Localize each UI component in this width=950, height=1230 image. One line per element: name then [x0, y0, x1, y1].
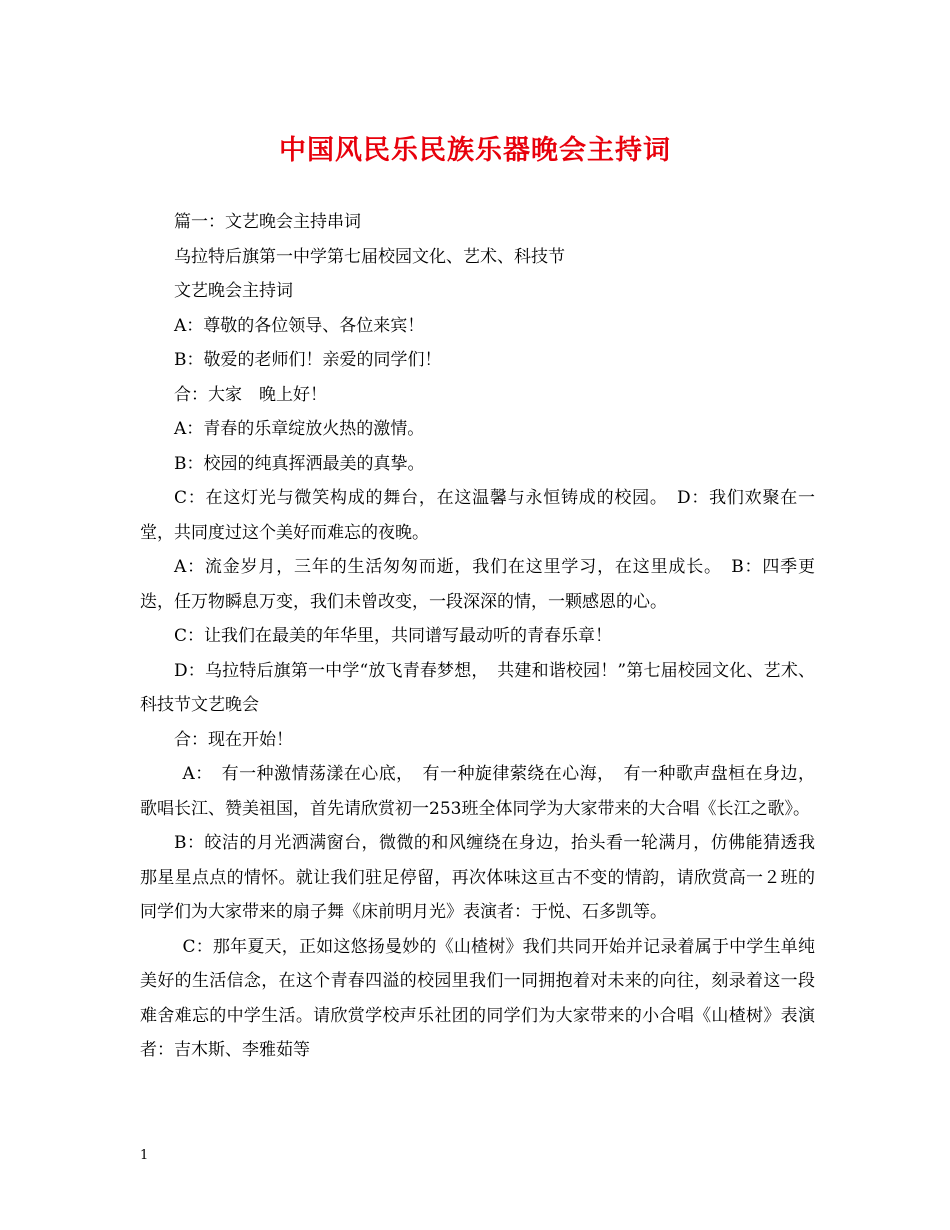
paragraph: B：校园的纯真挥洒最美的真挚。	[174, 453, 425, 474]
paragraph: C：那年夏天，正如这悠扬曼妙的《山楂树》我们共同开始并记录着属于中学生单纯美好的生活信念，在这个青春四溢的校园里我们一同拥抱着对未来的向往，刻录着这一段难舍难忘的中学生活。请欣赏学校声乐社团的同学们为大家带来的小合唱《山楂树》表演者：吉木斯、李雅茹等	[140, 936, 815, 1060]
paragraph: A：流金岁月，三年的生活匆匆而逝，我们在这里学习，在这里成长。 B：四季更迭，任万物瞬息万变，我们未曾改变，一段深深的情，一颗感恩的心。	[140, 557, 815, 612]
paragraph: D：乌拉特后旗第一中学“放飞青春梦想， 共建和谐校园！”第七届校园文化、艺术、科技节文艺晚会	[140, 660, 815, 715]
paragraph-section-heading: 篇一：文艺晚会主持串词	[174, 212, 361, 232]
paragraph: 合：现在开始！	[174, 729, 293, 750]
paragraph: B：皎洁的月光洒满窗台，微微的和风缠绕在身边，抬头看一轮满月，仿佛能猜透我那星星点点的情怀。就让我们驻足停留，再次体味这亘古不变的情韵，请欣赏高一２班的同学们为大家带来的扇子舞《床前明月光》表演者：于悦、石多凯等。	[140, 833, 815, 922]
paragraph: C：让我们在最美的年华里，共同谱写最动听的青春乐章！	[174, 626, 613, 646]
paragraph-subtitle: 文艺晚会主持词	[174, 281, 293, 301]
paragraph: A： 有一种激情荡漾在心底， 有一种旋律萦绕在心海， 有一种歌声盘桓在身边，歌唱长江、赞美祖国，首先请欣赏初一253班全体同学为大家带来的大合唱《长江之歌》。	[140, 764, 815, 819]
paragraph: C：在这灯光与微笑构成的舞台，在这温馨与永恒铸成的校园。 D：我们欢聚在一堂，共同度过这个美好而难忘的夜晚。	[140, 488, 815, 543]
document-body	[140, 205, 815, 1068]
paragraph: 合：大家 晚上好！	[174, 384, 327, 405]
paragraph: A：青春的乐章绽放火热的激情。	[174, 419, 425, 439]
page-number: 1	[140, 1148, 149, 1163]
document-title: 中国风民乐民族乐器晚会主持词	[279, 135, 671, 166]
paragraph-event-name: 乌拉特后旗第一中学第七届校园文化、艺术、科技节	[174, 246, 565, 267]
paragraph: A：尊敬的各位领导、各位来宾！	[174, 315, 425, 336]
paragraph: B：敬爱的老师们！亲爱的同学们！	[174, 350, 442, 370]
